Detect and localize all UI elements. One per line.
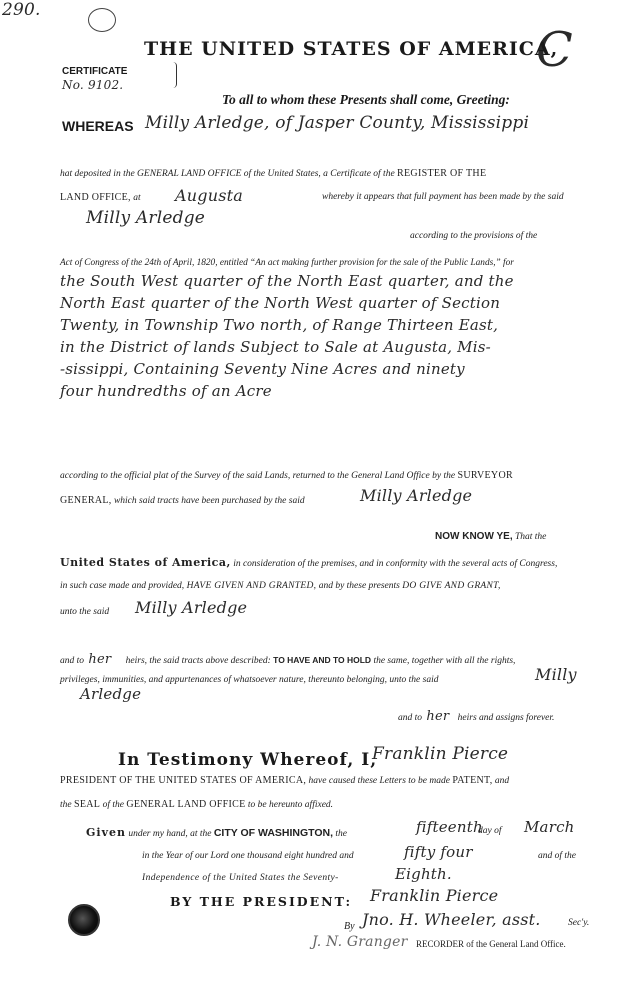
- given-day: fifteenth: [416, 818, 483, 836]
- heirs-line-1: and to her heirs, the said tracts above described: TO HAVE AND TO HOLD the same, together with all the rights,: [60, 652, 516, 667]
- secretary-signature: Jno. H. Wheeler, asst.: [362, 910, 541, 929]
- deposit-grantee: Milly Arledge: [86, 208, 206, 228]
- document-title: THE UNITED STATES OF AMERICA,: [144, 38, 559, 60]
- testimony-line-1: PRESIDENT OF THE UNITED STATES OF AMERICA, have caused these Letters to be made PATENT, and: [60, 775, 510, 786]
- heirs-line-2: privileges, immunities, and appurtenances of whatsoever nature, thereunto belonging, unto the said: [60, 675, 439, 685]
- president-signature: Franklin Pierce: [370, 886, 499, 905]
- survey-grantee: Milly Arledge: [360, 486, 473, 505]
- corner-mark-icon: [88, 8, 116, 32]
- whereas-label: WHEREAS: [62, 118, 134, 134]
- given-year: fifty four: [404, 843, 473, 861]
- testimony-line-2: the SEAL of the GENERAL LAND OFFICE to be hereunto affixed.: [60, 799, 334, 810]
- grant-grantee: Milly Arledge: [135, 598, 248, 617]
- whereas-grantee: Milly Arledge, of Jasper County, Mississippi: [145, 113, 530, 133]
- survey-line-1: according to the official plat of the Survey of the said Lands, returned to the General Land Office by the SURVEYOR: [60, 470, 513, 481]
- land-description-4: in the District of lands Subject to Sale at Augusta, Mis-: [60, 338, 491, 356]
- recorder-signature: J. N. Granger: [312, 934, 408, 950]
- given-day-of: day of: [478, 826, 502, 836]
- testimony-president-sig: Franklin Pierce: [372, 744, 509, 764]
- land-description-3: Twenty, in Township Two north, of Range Thirteen East,: [60, 316, 499, 334]
- land-description-6: four hundredths of an Acre: [60, 382, 272, 400]
- deposit-line-1: hat deposited in the GENERAL LAND OFFICE of the United States, a Certificate of the REGISTER OF THE: [60, 168, 487, 179]
- greeting: To all to whom these Presents shall come, Greeting:: [222, 92, 510, 107]
- grant-line-2: in such case made and provided, HAVE GIVEN AND GRANTED, and by these presents DO GIVE AND GRANT,: [60, 581, 501, 591]
- given-line-1: Given under my hand, at the CITY OF WASHINGTON, the: [86, 826, 348, 839]
- certificate-label: CERTIFICATE: [62, 66, 128, 77]
- grant-line-1: United States of America, in consideration of the premises, and in conformity with the several acts of Congress,: [60, 556, 558, 569]
- deposit-line-2c: whereby it appears that full payment has been made by the said: [322, 192, 564, 202]
- seal-icon: [68, 904, 100, 936]
- secretary-label: Sec'y.: [568, 918, 590, 928]
- page-number: 290.: [2, 0, 41, 20]
- given-line-2b: and of the: [538, 851, 576, 861]
- grant-line-3: unto the said: [60, 607, 110, 617]
- survey-line-2: GENERAL, which said tracts have been purchased by the said: [60, 495, 305, 506]
- certificate-bracket: [171, 62, 177, 88]
- given-independence: Eighth.: [395, 865, 452, 883]
- given-line-3: Independence of the United States the Seventy-: [142, 873, 339, 883]
- recorder-label: RECORDER of the General Land Office.: [416, 939, 566, 949]
- certificate-number: No. 9102.: [62, 78, 124, 92]
- given-line-2: in the Year of our Lord one thousand eight hundred and: [142, 851, 354, 861]
- given-month: March: [524, 818, 575, 836]
- by-label: By: [344, 921, 355, 932]
- land-description-2: North East quarter of the North West quarter of Section: [60, 294, 501, 312]
- heirs-grantee-a: Milly: [535, 665, 577, 684]
- land-description-1: the South West quarter of the North East quarter, and the: [60, 272, 514, 290]
- heirs-line-3: and to her heirs and assigns forever.: [398, 709, 555, 724]
- deposit-line-2: LAND OFFICE, at: [60, 192, 141, 203]
- land-office-name: Augusta: [175, 186, 243, 205]
- provisions-line: according to the provisions of the: [410, 231, 538, 241]
- heirs-grantee-b: Arledge: [80, 685, 142, 703]
- land-description-5: -sissippi, Containing Seventy Nine Acres and ninety: [60, 360, 465, 378]
- corner-letter: C: [536, 22, 573, 78]
- now-know-ye: NOW KNOW YE, That the: [435, 531, 547, 542]
- testimony-heading: In Testimony Whereof, I,: [118, 750, 378, 770]
- act-line: Act of Congress of the 24th of April, 1820, entitled “An act making further provision for the sale of the Public Lands,” for: [60, 258, 514, 268]
- by-the-president: BY THE PRESIDENT:: [170, 894, 353, 909]
